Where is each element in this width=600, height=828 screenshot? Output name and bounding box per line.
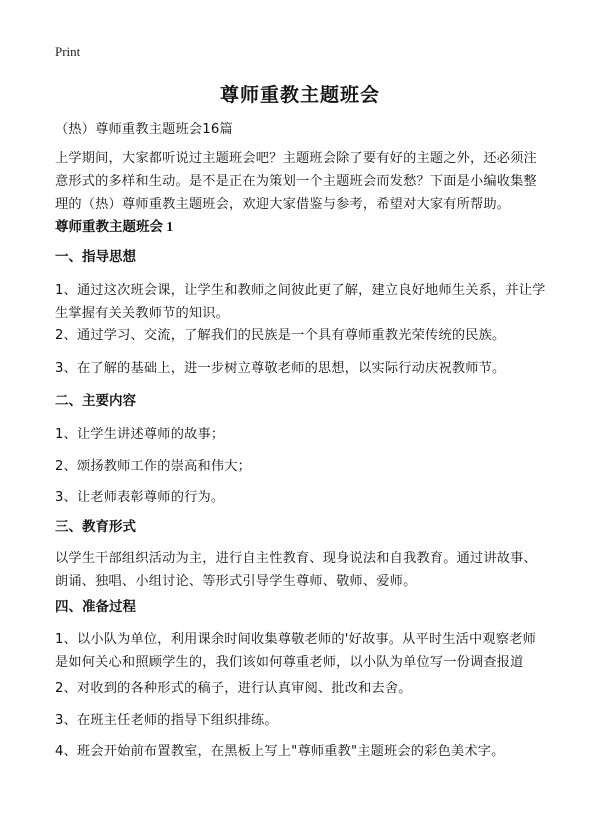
heading-education-form: 三、教育形式 bbox=[55, 519, 136, 535]
paragraph-2-2: 2、颂扬教师工作的崇高和伟大； bbox=[55, 459, 252, 474]
paragraph-1-2: 2、通过学习、交流，了解我们的民族是一个具有尊师重教光荣传统的民族。 bbox=[55, 328, 506, 343]
heading-preparation: 四、准备过程 bbox=[55, 599, 136, 615]
page-title: 尊师重教主题班会 bbox=[219, 84, 380, 106]
paragraph-1-3: 3、在了解的基础上，进一步树立尊敬老师的思想，以实际行动庆祝教师节。 bbox=[55, 361, 506, 376]
heading-guiding-thought: 一、指导思想 bbox=[55, 249, 136, 265]
paragraph-1-1: 1、通过这次班会课，让学生和教师之间彼此更了解，建立良好地师生关系，并让学生掌握有关关教师节的知识。 bbox=[55, 283, 546, 321]
paragraph-4-2: 2、对收到的各种形式的稿子，进行认真审阅、批改和去舍。 bbox=[55, 681, 412, 696]
print-link[interactable]: Print bbox=[55, 44, 81, 59]
subtitle: （热）尊师重教主题班会16篇 bbox=[55, 122, 233, 137]
section-title: 尊师重教主题班会 1 bbox=[55, 219, 174, 234]
paragraph-2-1: 1、让学生讲述尊师的故事； bbox=[55, 427, 225, 442]
intro-paragraph: 上学期间，大家都听说过主题班会吧？主题班会除了要有好的主题之外，还必须注意形式的多样和生动。是不是正在为策划一个主题班会而发愁？下面是小编收集整理的（热）尊师重教主题班会，欢迎大家借鉴与参考，希望对大家有所帮助。 bbox=[55, 151, 537, 212]
heading-main-content: 二、主要内容 bbox=[55, 393, 136, 409]
paragraph-3-1: 以学生干部组织活动为主，进行自主性教育、现身说法和自我教育。通过讲故事、朗诵、独唱、小组讨论、等形式引导学生尊师、敬师、爱师。 bbox=[55, 551, 537, 589]
paragraph-4-4: 4、班会开始前布置教室，在黑板上写上"尊师重教"主题班会的彩色美术字。 bbox=[55, 744, 505, 759]
paragraph-2-3: 3、让老师表彰尊师的行为。 bbox=[55, 490, 225, 505]
paragraph-4-3: 3、在班主任老师的指导下组织排练。 bbox=[55, 713, 278, 728]
paragraph-4-1: 1、以小队为单位，利用课余时间收集尊敬老师的'好故事。从平时生活中观察老师是如何关心和照顾学生的，我们该如何尊重老师，以小队为单位写一份调查报道 bbox=[55, 632, 536, 670]
